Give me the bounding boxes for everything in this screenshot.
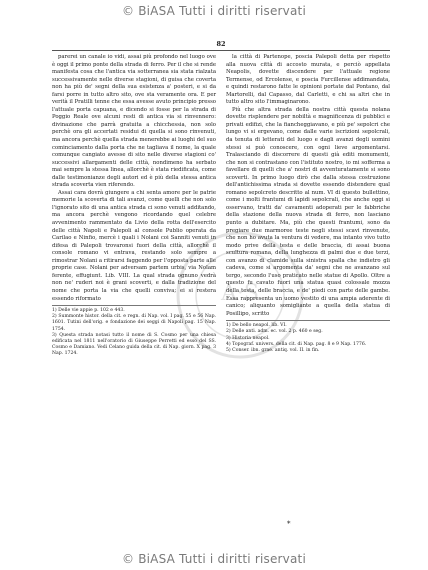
watermark-bottom: © BiASA Tutti i diritti riservati	[0, 548, 428, 570]
left-paragraph-2: Assai cara dovrà giungere a chi senta amore per le patrie memorie la scoverta di tali avanzi, come quelli che non solo l'ignorato sito di una antica strada ci sono venuti additando, ma ancora perchè vengono ricordando quel celebre avvenimento rammentato da Livio della rotta dell'esercito delle città Napoli e Palepoli al console Publio operata da Carilao e Ninfio, mercè i quali i Nolani coi Sanniti venuti in difesa di Palepoli trovaronsi fuori della città, allorchè il console romano vi entrava, restando solo sempre a rimostrar Nolani a ritirarsi faggendo per l'opposta parte alle proprie case. Nolani per adversam partem urbis, via Nolam ferente, effugiunt. Lib. VIII. La qual strada ognuno vedrà non ne' ruderi noi è grani scoverti, e dalla tradizione del nome che porta la via che quelli conviva; ei si restera essendo riformato	[52, 189, 216, 302]
footnote: 4) Topograf. univers. della cit. di Nap. pag. 8 e 9 Nap. 1776.	[226, 341, 367, 347]
page-number: 82	[216, 40, 226, 48]
header-rule	[52, 50, 390, 51]
right-paragraph-2: Più che altra strada della nostra città questa nolana dovette risplendere per nobiltà e magnificenza di pubblici e privati edifizi, che la fiancheggiavano, e più pe' sepolcri che lungo vi si ergevano, come dalle varie iscrizioni sepolcrali, da tenuta di letterati del luogo e dagli avanzi degli uomini stessi si può conoscere, con ogni lieve argomentarsi. Tralasciando di discorrere di questi già editi monumenti, che non si contrastano con l'istituto nostro, io mi sofferma a favellare di quelli che a' nostri di avventuratamente si sono scoverti. In primo luogo dirò che dalla stessa costruzione dell'antichissima strada si dovette essendo distendere qual romano sepolcreto descritto al num. VI di questo bullettino, come i molti frantumi di lapidi sepolcrali, che anche oggi si osservano, tratti da' cavamenti adoperati per le fabbriche della stazione della nuova strada di ferro, non lasciano punto a dubitare. Ma, più che questi frantumi, sono da pregiare due marmoree teste negli stessi scavi rinvenute, che non ho avuta la ventura di vedere, ma intanto vivo tutto modo prive della testa e delle braccia, di assai buona scultura romana, della lunghezza di palmi due e due terzi, con avanzo di clamide sulla sinistra spalla che indietro gli cadeva, come si argomenta da' segni che ne avanzano sul tergo, secondo l'uso praticato nelle statue di Apollo. Oltre a questo fu cavato fuori una statua quasi colossale mozza della testa, delle braccia, e de' piedi con parte delle gambe. Essa rappresenta un uomo vestito di una ampia aderente di canico; aliquanto somigliante a quella della statua di Posillipo, scritto	[226, 106, 390, 317]
footnote: 1) Delle vie appie p. 102 e 443.	[52, 308, 125, 314]
footnote: 3) Historia neapol.	[226, 335, 270, 341]
book-page	[52, 40, 390, 545]
right-paragraph-1: la città di Partenope, poscia Palepoli detta per rispetto alla nuova città di accosto murata, e perciò appellata Neapolis, dovette discendere per l'attuale regione Termense, od Ercolense, e poscia Furcillense addimandata, e quindi restarono fatte le opinioni portate dal Pontano, dal Martorelli, dal Capasso, dal Carletti, e chi sa altri che in tutto altro sito l'immaginarono.	[226, 54, 390, 106]
right-footnotes	[226, 320, 390, 354]
watermark-top: © BiASA Tutti i diritti riservati	[0, 0, 428, 22]
left-column	[52, 54, 216, 358]
left-paragraph-1: parerei un canale io vidi, assai più profondo nel luogo ove è oggi il primo ponte della strada di ferro. Per il che si rende manifesta cosa che l'antica via sotterranea sia stata rialzata successivamente nelle diverse stagioni, di guisa che coverta non ha più de' segni della sua esistenza a' posteri, e si da farsi porre in tutto altro sito, ove sta veramente ora. E per verità il Pratilli tenne che essa avesse avuto principio presso l'attuale porta capuana, e dicendo si fosse per la strada di Poggio Reale ove alcuni resti di antica via si rinvennero: divinazione che parrà gratuita a chicchessia, non solo perchè ora gli accertati residui di quella si sono rinvenuti, ma ancora perchè quella strada menerebbe ai luoghi del suo cominciamento dalla porta che ne tagliava il nome, la quale comunque cangiato avesse di sito nelle diverse stagioni co' successivi allargamenti delle città, nondimeno ha serbato mai sempre la stessa linea, allorchè è stata riedificata, come dalle testimonianze degli autori ed è più della stessa antica strada scoverta vien riferendo.	[52, 54, 216, 189]
footnote: 5) Conser. ibn. grae. antiq. vol. II. in fin.	[226, 347, 320, 353]
svg-text:A·S: A·S	[221, 281, 259, 306]
footnote: 1) De bello neapol. lib. VI.	[226, 323, 287, 329]
footnote: 3) Questa strada notasi tutto il nome di S. Cosmo per una chiesa edificata nel 1811 nell'oratorio di Giuseppe Perretti ed esso del SS. Cosmo e Damiano. Vedi Celano guida della cit. di Nap. giorn. X pag. 3 Nap. 1724.	[52, 332, 216, 357]
footnote: 2) Delle anti. adm. ec. vol. 2 p. 460 e seg.	[226, 329, 323, 335]
signature-mark: *	[287, 520, 291, 528]
left-footnotes	[52, 305, 216, 358]
footnote: 2) Summonte histor. della cit. e regn. di Nap. vol. I pag. 55 e 56 Nap. 1601. Tutini dell'orig. e fondazione dei seggi di Napoli pag. 15 Nap. 1754.	[52, 314, 216, 332]
right-column	[226, 54, 390, 354]
